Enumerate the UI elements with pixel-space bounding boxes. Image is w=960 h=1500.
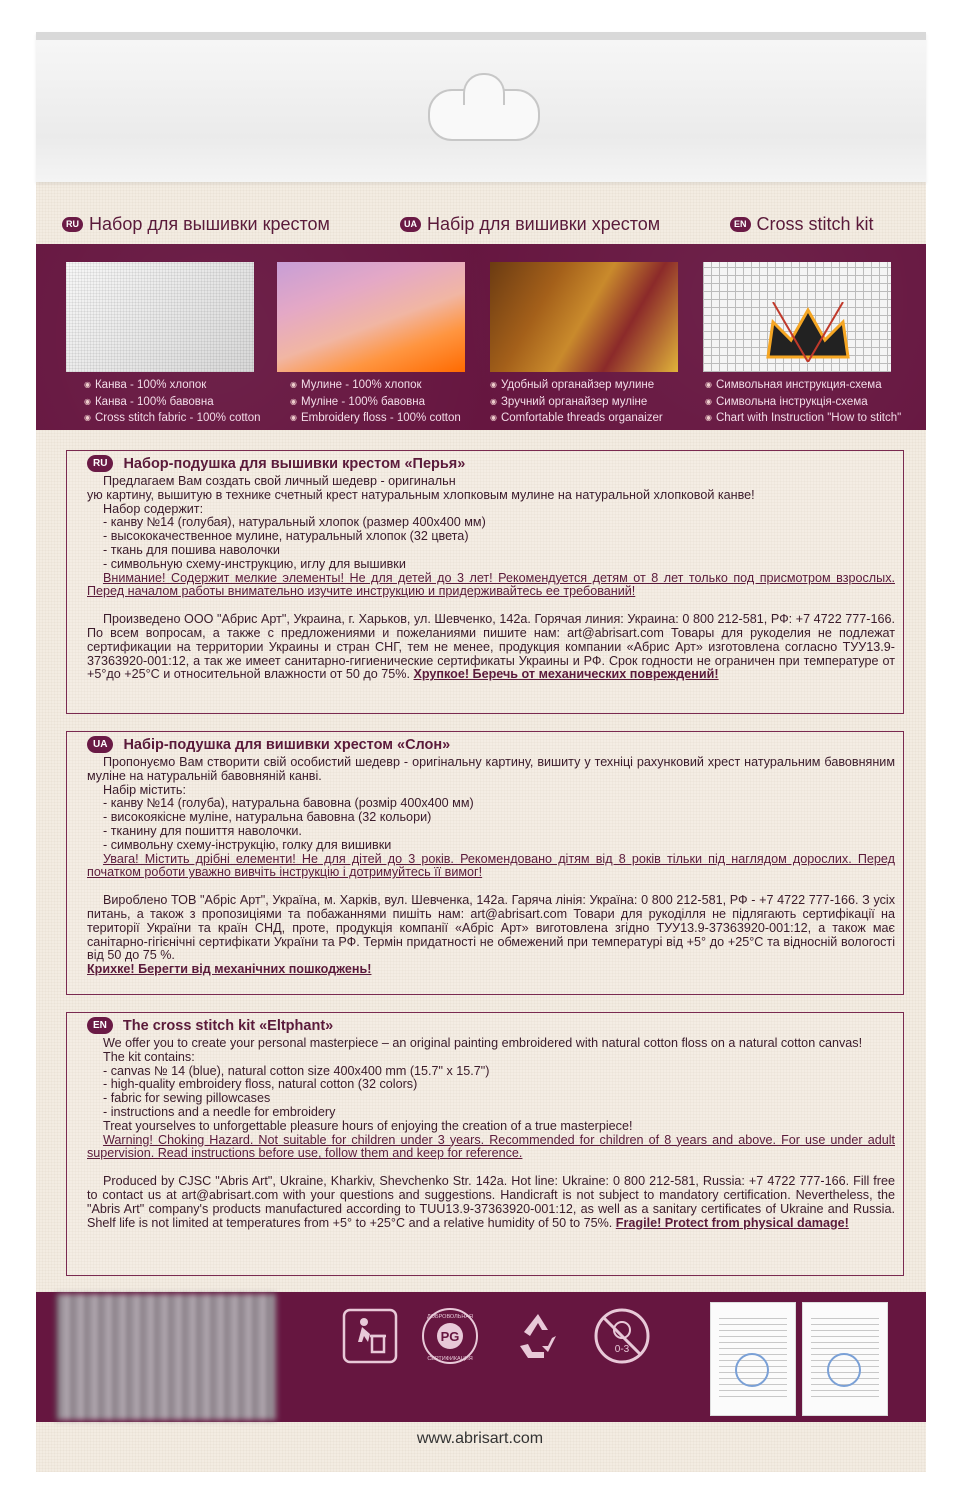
feature-line: ◉ Comfortable threads organaizer xyxy=(490,410,663,427)
feature-floss xyxy=(290,377,461,427)
pg-badge-bottom: СЕРТИФИКАЦИЯ xyxy=(427,1356,473,1362)
ua-item: - тканину для пошиття наволочки. xyxy=(103,823,302,838)
certificate-stamp xyxy=(735,1353,769,1387)
tidyman-icon xyxy=(340,1306,400,1366)
en-item: - high-quality embroidery floss, natural cotton (32 colors) xyxy=(103,1077,418,1092)
ua-title-text: Набір-подушка для вишивки хрестом «Слон» xyxy=(123,736,451,753)
ru-item: - канву №14 (голубая), натуральный хлопок (размер 400х400 мм) xyxy=(103,515,486,530)
en-title-text: The cross stitch kit «Eltphant» xyxy=(122,1017,334,1034)
feature-chart xyxy=(705,377,901,427)
header-en-label: Cross stitch kit xyxy=(756,214,874,234)
pg-badge-mid: PG xyxy=(440,1329,460,1344)
ua-item: - канву №14 (голуба), натуральна бавовна (розмір 400х400 мм) xyxy=(103,796,474,811)
header-ua xyxy=(400,214,660,235)
feature-line: ◉ Символьная инструкция-схема xyxy=(705,377,901,394)
en-warning: Warning! Choking Hazard. Not suitable for children under 3 years. Recommended for children of 8 years and above. For use under adult supervision. Read instructions before use, follow them and keep for reference. xyxy=(87,1132,895,1161)
feature-line: ◉ Мулине - 100% хлопок xyxy=(290,377,461,394)
chart-photo xyxy=(703,262,891,372)
lang-badge-en: EN xyxy=(730,217,751,232)
age-0-3-warning-icon xyxy=(592,1306,652,1366)
ru-item: - высококачественное мулине, натуральный хлопок (32 цвета) xyxy=(103,529,469,544)
pg-badge-top: ДОБРОВОЛЬНАЯ xyxy=(427,1314,473,1320)
ru-producer: Произведено ООО "Абрис Арт", Украина, г. Харьков, ул. Шевченко, 142а. Горячая линия: Украина: 0 800 212-581, РФ: +7 4722 777-166. По всем вопросам, а также с предложениями и пожеланиями пишите нам: art@abrisart.com Товары для рукоделия не подлежат сертификации на территории Украины и стран СНГ, тем не менее, продукция компании «Абрис Арт» изготовлена согласно ТУУ13.9-37363920-001:12, а так же имеет санитарно-гигиенические сертификаты Украины и РФ. Срок годности не ограничен при температуре от +5°до +25°С и относительной влажности от 50 до 75%. xyxy=(87,612,895,682)
feature-line: ◉ Chart with Instruction "How to stitch" xyxy=(705,410,901,427)
barcode-blurred xyxy=(56,1294,276,1420)
organizer-photo xyxy=(490,262,678,372)
en-item: - instructions and a needle for embroidery xyxy=(103,1104,336,1119)
website-link[interactable]: www.abrisart.com xyxy=(416,1430,544,1447)
kit-header xyxy=(0,214,960,238)
feature-fabric xyxy=(84,377,261,427)
feature-line: ◉ Зручний органайзер муліне xyxy=(490,394,663,411)
en-item: - canvas № 14 (blue), natural cotton size 400x400 mm (15.7" x 15.7") xyxy=(103,1063,490,1078)
ua-contains: Набір містить: xyxy=(103,782,186,797)
en-fragile: Fragile! Protect from physical damage! xyxy=(615,1215,849,1230)
recycle-icon xyxy=(508,1306,568,1366)
header-en xyxy=(730,214,874,235)
ru-intro-line2: ую картину, вышитую в технике счетный крест натуральным хлопковым мулине на натуральной хлопковой канве! xyxy=(87,487,755,502)
en-description-box xyxy=(66,1012,904,1276)
ua-item: - символьну схему-інструкцію, голку для вишивки xyxy=(103,837,392,852)
header-ua-label: Набір для вишивки хрестом xyxy=(427,214,661,234)
feature-organizer xyxy=(490,377,663,427)
certificate-ru xyxy=(802,1302,888,1416)
en-contains: The kit contains: xyxy=(103,1049,195,1064)
lang-badge-ru: RU xyxy=(87,455,113,472)
ru-fragile: Хрупкое! Беречь от механических повреждений! xyxy=(413,667,719,682)
header-ru xyxy=(62,214,330,235)
ru-intro-line1: Предлагаем Вам создать свой личный шедевр - оригинальн xyxy=(103,474,456,488)
feature-line: ◉ Символьна інструкція-схема xyxy=(705,394,901,411)
pg-certification-icon xyxy=(420,1306,480,1366)
floss-photo xyxy=(277,262,465,372)
no-baby-icon xyxy=(592,1306,652,1366)
plastic-hanger xyxy=(36,32,926,182)
en-treat: Treat yourselves to unforgettable pleasure hours of enjoying the creation of a true masterpiece! xyxy=(103,1118,633,1133)
ru-item: - ткань для пошива наволочки xyxy=(103,542,280,557)
ru-title-text: Набор-подушка для вышивки крестом «Перья» xyxy=(123,455,466,472)
ru-description-box xyxy=(66,450,904,714)
ru-box-title xyxy=(87,455,465,472)
feature-line: ◉ Embroidery floss - 100% cotton xyxy=(290,410,461,427)
hanger-edge xyxy=(36,32,926,40)
lang-badge-ua: UA xyxy=(87,736,113,753)
lang-badge-en: EN xyxy=(87,1017,113,1034)
en-box-title xyxy=(87,1017,333,1034)
feature-line: ◉ Канва - 100% хлопок xyxy=(84,377,261,394)
ua-description-box xyxy=(66,731,904,995)
ua-fragile: Крихке! Берегти від механічних пошкоджень! xyxy=(87,962,372,977)
ua-warning: Увага! Містить дрібні елементи! Не для дітей до 3 років. Рекомендовано дітям від 8 років тільки під наглядом дорослих. Перед початком роботи уважно вивчіть інструкцію і дотримуйтесь її вимог! xyxy=(87,851,895,880)
fabric-photo xyxy=(66,262,254,372)
feature-line: ◉ Cross stitch fabric - 100% cotton xyxy=(84,410,261,427)
ru-contains: Набор содержит: xyxy=(103,501,204,516)
feature-line: ◉ Удобный органайзер мулине xyxy=(490,377,663,394)
certificate-ua xyxy=(710,1302,796,1416)
en-producer: Produced by CJSC "Abris Art", Ukraine, Kharkiv, Shevchenko Str. 142a. Hot line: Ukraine: 0 800 212-581, Russia: +7 4722 777-166. Fill free to contact us at art@abrisart.com with your questions and suggestions. Handicraft is not subject to mandatory certification. Nevertheless, the "Abris Art" company's products manufactured according to TUU13.9-37363920-001:12, as well as a sanitary certificates of Ukraine and Russia. Shelf life is not limited at temperatures from +5° to +25°C and a relative humidity of 50 to 75%. xyxy=(87,1174,895,1230)
feature-line: ◉ Муліне - 100% бавовна xyxy=(290,394,461,411)
ua-box-title xyxy=(87,736,450,753)
ru-warning: Внимание! Содержит мелкие элементы! Не для детей до 3 лет! Рекомендуется детям от 8 лет только под присмотром взрослых. Перед началом работы внимательно изучите инструкцию и придерживайтесь ее требований! xyxy=(87,570,895,599)
hang-hole xyxy=(428,89,540,141)
en-item: - fabric for sewing pillowcases xyxy=(103,1091,271,1106)
ua-item: - високоякісне муліне, натуральна бавовна (32 кольори) xyxy=(103,810,432,825)
lang-badge-ua: UA xyxy=(400,217,421,232)
crown-chart-graphic xyxy=(763,302,853,362)
certificate-stamp xyxy=(827,1353,861,1387)
feature-line: ◉ Канва - 100% бавовна xyxy=(84,394,261,411)
age-label: 0-3 xyxy=(614,1344,630,1355)
ua-producer: Вироблено ТОВ "Абріс Арт", Україна, м. Харків, вул. Шевченка, 142а. Гаряча лінія: Україна: 0 800 212-581, РФ - +7 4722 777-166. З усіх питань, а також з пропозиціями та побажаннями пишіть нам: art@abrisart.com Товари для рукоділля не підлягають сертифікації на території України та країн СНД, проте, продукція компанії «Абріс Арт» виготовлена згідно ТУУ13.9-37363920-001:12, а також має санітарно-гігієнічні сертифікати України та РФ. Термін придатності не обмежений при температурі від +5° до +25°С та відносній вологості від 50 до 75 %. xyxy=(87,893,895,963)
en-intro: We offer you to create your personal masterpiece – an original painting embroidered with natural cotton floss on a natural cotton canvas! xyxy=(103,1036,863,1050)
lang-badge-ru: RU xyxy=(62,217,83,232)
en-box-body xyxy=(87,1037,895,1230)
ru-box-body xyxy=(87,475,895,682)
ua-box-body xyxy=(87,756,895,977)
ua-intro: Пропонуємо Вам створити свій особистий шедевр - оригінальну картину, вишиту у техніці рахунковий хрест натуральним бавовняним муліне на натуральній бавовняній канві. xyxy=(87,755,895,783)
header-ru-label: Набор для вышивки крестом xyxy=(89,214,330,234)
ru-item: - символьную схему-инструкцию, иглу для вышивки xyxy=(103,556,406,571)
